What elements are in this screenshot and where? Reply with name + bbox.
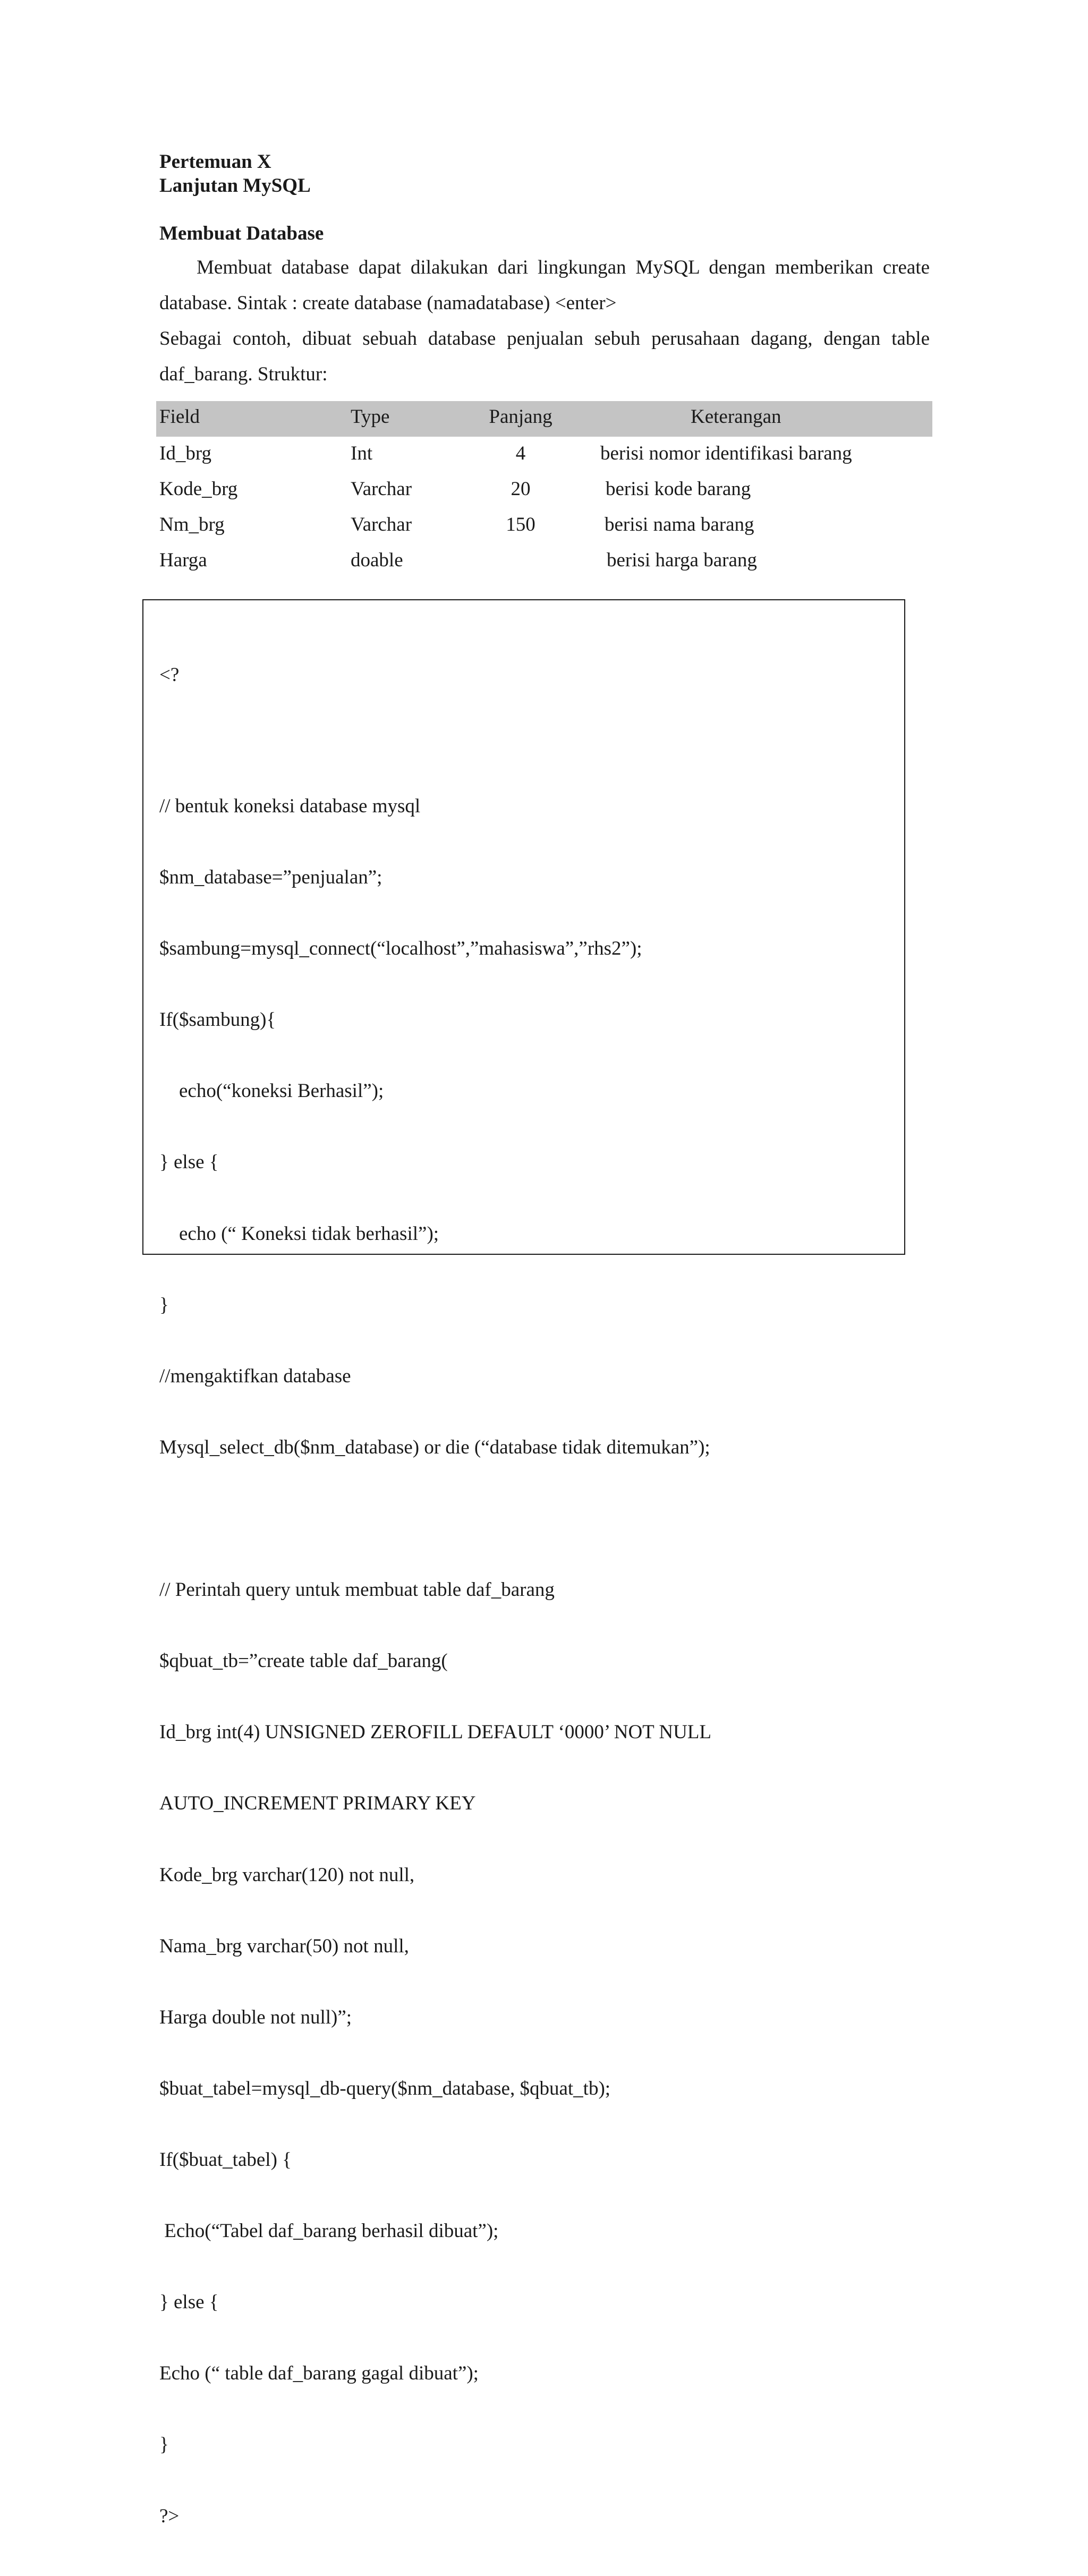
- intro-paragraph: [159, 250, 930, 392]
- code-line: <?: [159, 664, 180, 686]
- structure-table: [159, 401, 932, 579]
- code-line: If($buat_tabel) {: [159, 2148, 292, 2171]
- table-cell: 150: [506, 514, 536, 535]
- code-line: }: [159, 1294, 169, 1316]
- code-line: $buat_tabel=mysql_db-query($nm_database, $qbuat_tb);: [159, 2077, 611, 2099]
- table-header-cell: Field: [159, 406, 200, 428]
- code-line: Echo (“ table daf_barang gagal dibuat”);: [159, 2362, 479, 2385]
- paragraph-line: Sebagai contoh, dibuat sebuah database penjualan sebuh perusahaan dagang, dengan table: [159, 328, 930, 350]
- code-line: Mysql_select_db($nm_database) or die (“database tidak ditemukan”);: [159, 1436, 710, 1458]
- table-header-cell: Keterangan: [691, 406, 781, 428]
- paragraph-line: database. Sintak : create database (namadatabase) <enter>: [159, 292, 617, 314]
- table-cell: Id_brg: [159, 443, 211, 464]
- table-cell: Varchar: [351, 478, 412, 500]
- code-line: $qbuat_tb=”create table daf_barang(: [159, 1650, 448, 1672]
- table-cell: Int: [351, 443, 373, 464]
- table-row: [159, 543, 932, 579]
- code-line: } else {: [159, 1151, 219, 1174]
- table-header-cell: Panjang: [489, 406, 552, 428]
- code-line: Nama_brg varchar(50) not null,: [159, 1935, 409, 1957]
- paragraph-line: Membuat database dapat dilakukan dari lingkungan MySQL dengan memberikan create: [197, 257, 930, 278]
- table-cell: Nm_brg: [159, 514, 225, 535]
- code-line: Echo(“Tabel daf_barang berhasil dibuat”);: [159, 2220, 499, 2242]
- code-line: echo (“ Koneksi tidak berhasil”);: [159, 1222, 439, 1245]
- table-row: [159, 472, 932, 508]
- code-listing: [159, 616, 711, 2576]
- table-cell: Varchar: [351, 514, 412, 535]
- table-cell: berisi nama barang: [605, 514, 754, 535]
- code-line: // Perintah query untuk membuat table daf_barang: [159, 1579, 555, 1601]
- code-line: echo(“koneksi Berhasil”);: [159, 1080, 384, 1102]
- table-cell: Harga: [159, 549, 207, 571]
- table-cell: berisi kode barang: [606, 478, 751, 500]
- section-heading: Membuat Database: [159, 223, 324, 244]
- table-cell: berisi harga barang: [607, 549, 757, 571]
- code-line: ?>: [159, 2505, 180, 2527]
- code-line: }: [159, 2434, 169, 2456]
- code-line: //mengaktifkan database: [159, 1365, 351, 1387]
- table-cell: Kode_brg: [159, 478, 238, 500]
- table-row: [159, 508, 932, 543]
- paragraph-line: daf_barang. Struktur:: [159, 363, 328, 385]
- page-title-line-1: Pertemuan X: [159, 151, 271, 173]
- code-line: AUTO_INCREMENT PRIMARY KEY: [159, 1792, 476, 1815]
- page-title-line-2: Lanjutan MySQL: [159, 175, 311, 197]
- code-line: Harga double not null)”;: [159, 2006, 352, 2028]
- code-line: // bentuk koneksi database mysql: [159, 795, 421, 817]
- code-line: Id_brg int(4) UNSIGNED ZEROFILL DEFAULT ‘0000’ NOT NULL: [159, 1721, 711, 1744]
- code-listing-box: [142, 599, 905, 2527]
- table-cell: doable: [351, 549, 403, 571]
- table-cell: 4: [515, 443, 526, 464]
- code-line: $nm_database=”penjualan”;: [159, 866, 382, 889]
- table-header-row: [156, 401, 932, 437]
- code-line: } else {: [159, 2291, 219, 2314]
- code-line: If($sambung){: [159, 1009, 276, 1031]
- table-header-cell: Type: [351, 406, 390, 428]
- code-line: $sambung=mysql_connect(“localhost”,”mahasiswa”,”rhs2”);: [159, 938, 642, 960]
- table-cell: berisi nomor identifikasi barang: [600, 443, 852, 464]
- code-line: Kode_brg varchar(120) not null,: [159, 1864, 415, 1886]
- table-row: [159, 437, 932, 472]
- table-cell: 20: [511, 478, 531, 500]
